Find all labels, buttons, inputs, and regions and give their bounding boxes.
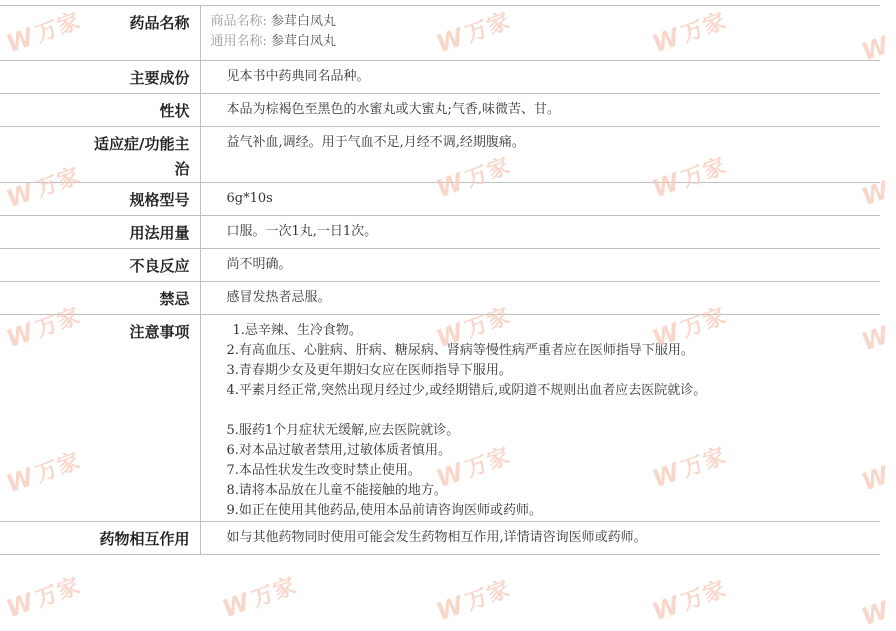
watermark-logo: W万家: [648, 303, 731, 354]
note-item: 4.平素月经正常,突然出现月经过少,或经期错后,或阴道不规则出血者应去医院就诊。: [226, 383, 707, 398]
value-spec: 6g*10s: [200, 183, 880, 216]
watermark-logo: W万家: [648, 576, 731, 627]
label-adverse: 不良反应: [0, 249, 200, 282]
label-notes: 注意事项: [0, 315, 200, 522]
watermark-logo: W万家: [432, 153, 515, 204]
drug-info-table: [0, 5, 880, 555]
note-item: 8.请将本品放在儿童不能接触的地方。: [226, 483, 447, 498]
watermark-logo: W万家: [432, 576, 515, 627]
watermark-logo: W万家: [648, 153, 731, 204]
watermark-logo: W: [858, 320, 894, 357]
label-contra: 禁忌: [0, 282, 200, 315]
watermark-logo: W: [858, 460, 894, 497]
label-dosage: 用法用量: [0, 216, 200, 249]
value-notes: [200, 315, 880, 522]
brand-name-line: [211, 12, 881, 32]
watermark-logo: W万家: [218, 573, 301, 624]
label-spec: 规格型号: [0, 183, 200, 216]
generic-name-key: 通用名称:: [210, 34, 267, 49]
note-item: 9.如正在使用其他药品,使用本品前请咨询医师或药师。: [226, 503, 543, 518]
brand-name-key: 商品名称:: [210, 14, 267, 29]
watermark-logo: W: [858, 175, 894, 212]
row-drug-name: [0, 6, 880, 61]
watermark-logo: W万家: [2, 303, 85, 354]
watermark-logo: W万家: [2, 8, 85, 59]
watermark-logo: W万家: [2, 163, 85, 214]
value-indications: 益气补血,调经。用于气血不足,月经不调,经期腹痛。: [200, 127, 880, 183]
label-indications: [0, 127, 200, 183]
watermark-logo: W: [858, 595, 894, 631]
watermark-logo: W万家: [2, 573, 85, 624]
note-item: 7.本品性状发生改变时禁止使用。: [226, 463, 421, 478]
note-item: 5.服药1个月症状无缓解,应去医院就诊。: [226, 423, 460, 438]
label-drug-name: 药品名称: [0, 6, 200, 61]
watermark-logo: W万家: [648, 8, 731, 59]
watermark-logo: W: [858, 30, 894, 67]
row-interactions: [0, 522, 880, 555]
row-appearance: [0, 94, 880, 127]
value-drug-name: [200, 6, 880, 61]
value-adverse: 尚不明确。: [200, 249, 880, 282]
watermark-logo: W万家: [648, 443, 731, 494]
row-dosage: [0, 216, 880, 249]
watermark-logo: W万家: [432, 303, 515, 354]
row-adverse: [0, 249, 880, 282]
note-item: 6.对本品过敏者禁用,过敏体质者慎用。: [226, 443, 452, 458]
row-indications: [0, 127, 880, 183]
row-notes: [0, 315, 880, 522]
watermark-logo: W万家: [2, 448, 85, 499]
label-indications-line1: 适应症/功能主: [94, 135, 190, 153]
watermark-logo: W万家: [432, 8, 515, 59]
generic-name-value: 参茸白凤丸: [271, 34, 337, 49]
row-spec: [0, 183, 880, 216]
row-ingredients: [0, 61, 880, 94]
row-contra: [0, 282, 880, 315]
value-appearance: 本品为棕褐色至黑色的水蜜丸或大蜜丸;气香,味微苦、甘。: [200, 94, 880, 127]
generic-name-line: [211, 32, 881, 52]
value-ingredients: 见本书中药典同名品种。: [200, 61, 880, 94]
label-interactions: 药物相互作用: [0, 522, 200, 555]
label-ingredients: 主要成份: [0, 61, 200, 94]
value-interactions: 如与其他药物同时使用可能会发生药物相互作用,详情请咨询医师或药师。: [200, 522, 880, 555]
label-appearance: 性状: [0, 94, 200, 127]
label-indications-line2: 治: [174, 160, 190, 178]
note-item: 2.有高血压、心脏病、肝病、糖尿病、肾病等慢性病严重者应在医师指导下服用。: [226, 343, 694, 358]
brand-name-value: 参茸白凤丸: [271, 14, 337, 29]
note-spacer: [227, 401, 881, 421]
note-item: 3.青春期少女及更年期妇女应在医师指导下服用。: [226, 363, 512, 378]
value-contra: 感冒发热者忌服。: [200, 282, 880, 315]
value-dosage: 口服。一次1丸,一日1次。: [200, 216, 880, 249]
note-item: 1.忌辛辣、生冷食物。: [232, 323, 362, 338]
watermark-logo: W万家: [432, 443, 515, 494]
